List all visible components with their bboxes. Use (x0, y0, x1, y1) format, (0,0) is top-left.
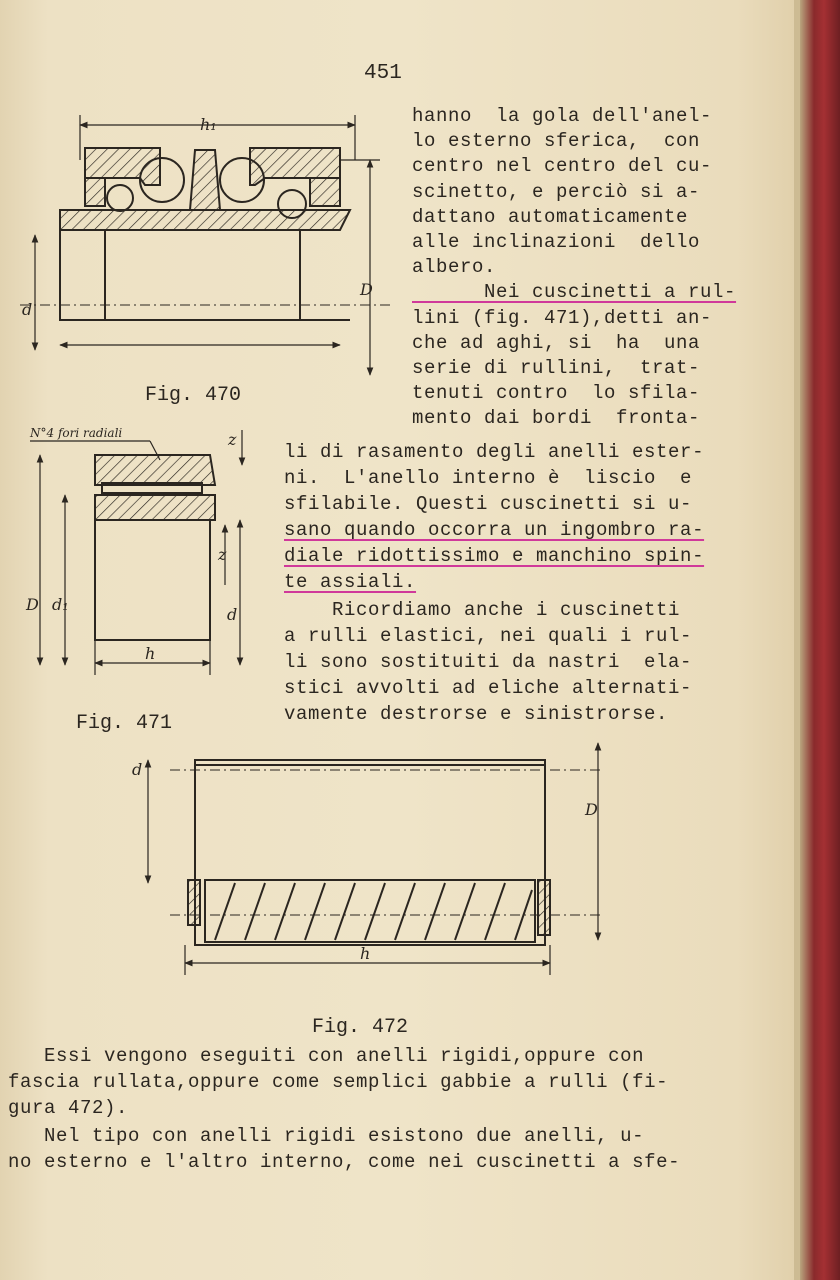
label-d1: d₁ (52, 595, 69, 614)
label-d: d (132, 760, 143, 779)
figure-471-drawing (20, 425, 290, 695)
text-line: stici avvolti ad eliche alternati- (284, 677, 693, 699)
label-z2: z (218, 545, 227, 564)
figure-472-drawing (120, 735, 620, 995)
text-line: alle inclinazioni dello (412, 231, 701, 254)
text-column (412, 104, 747, 432)
text-line: mento dai bordi fronta- (412, 407, 701, 430)
text-line: che ad aghi, si ha una (412, 331, 701, 354)
text-line: li di rasamento degli anelli ester- (284, 441, 705, 463)
figure-471-caption: Fig. 471 (76, 712, 173, 735)
text-line: albero. (412, 256, 497, 279)
label-D: D (585, 800, 598, 819)
figure-470-caption: Fig. 470 (145, 384, 242, 407)
text-line: sfilabile. Questi cuscinetti si u- (284, 493, 693, 515)
text-line: Ricordiamo anche i cuscinetti (284, 599, 681, 621)
book-binding (800, 0, 840, 1280)
text-line: lini (fig. 471),detti an- (412, 306, 713, 329)
text-line: li sono sostituiti da nastri ela- (284, 651, 693, 673)
text-line: serie di rullini, trat- (412, 357, 701, 380)
text-line-underlined: te assiali. (284, 571, 417, 593)
text-line: lo esterno sferica, con (412, 130, 701, 153)
figure-470-drawing (20, 100, 400, 390)
text-line: Essi vengono eseguiti con anelli rigidi,oppure con (8, 1045, 645, 1067)
text-line: no esterno e l'altro interno, come nei cuscinetti a sfe- (8, 1151, 681, 1173)
label-h: h (360, 944, 371, 963)
label-h1: h₁ (200, 115, 217, 134)
text-line-underlined: diale ridottissimo e manchino spin- (284, 545, 705, 567)
text-line-underlined: sano quando occorra un ingombro ra- (284, 519, 705, 541)
text-line: fascia rullata,oppure come semplici gabbie a rulli (fi- (8, 1071, 669, 1093)
text-line: vamente destrorse e sinistrorse. (284, 703, 669, 725)
label-D: D (360, 280, 373, 299)
label-D: D (26, 595, 39, 614)
text-line-underlined: Nei cuscinetti a rul- (412, 281, 737, 304)
text-line: scinetto, e perciò si a- (412, 180, 701, 203)
figure-472-caption: Fig. 472 (312, 1016, 409, 1039)
text-line: centro nel centro del cu- (412, 155, 713, 178)
text-line: ni. L'anello interno è liscio e (284, 467, 693, 489)
text-line: tenuti contro lo sfila- (412, 382, 701, 405)
text-line: hanno la gola dell'anel- (412, 105, 713, 127)
text-line: dattano automaticamente (412, 205, 689, 228)
page-number: 451 (364, 62, 402, 85)
text-line: Nel tipo con anelli rigidi esistono due anelli, u- (8, 1125, 645, 1147)
spiral-band (215, 883, 532, 940)
label-d: d (227, 605, 238, 624)
label-d: d (22, 300, 33, 319)
label-radial-holes: N°4 fori radiali (30, 426, 123, 440)
text-line: a rulli elastici, nei quali i rul- (284, 625, 693, 647)
label-h: h (145, 644, 156, 663)
label-z1: z (228, 430, 237, 449)
text-line: gura 472). (8, 1097, 129, 1119)
